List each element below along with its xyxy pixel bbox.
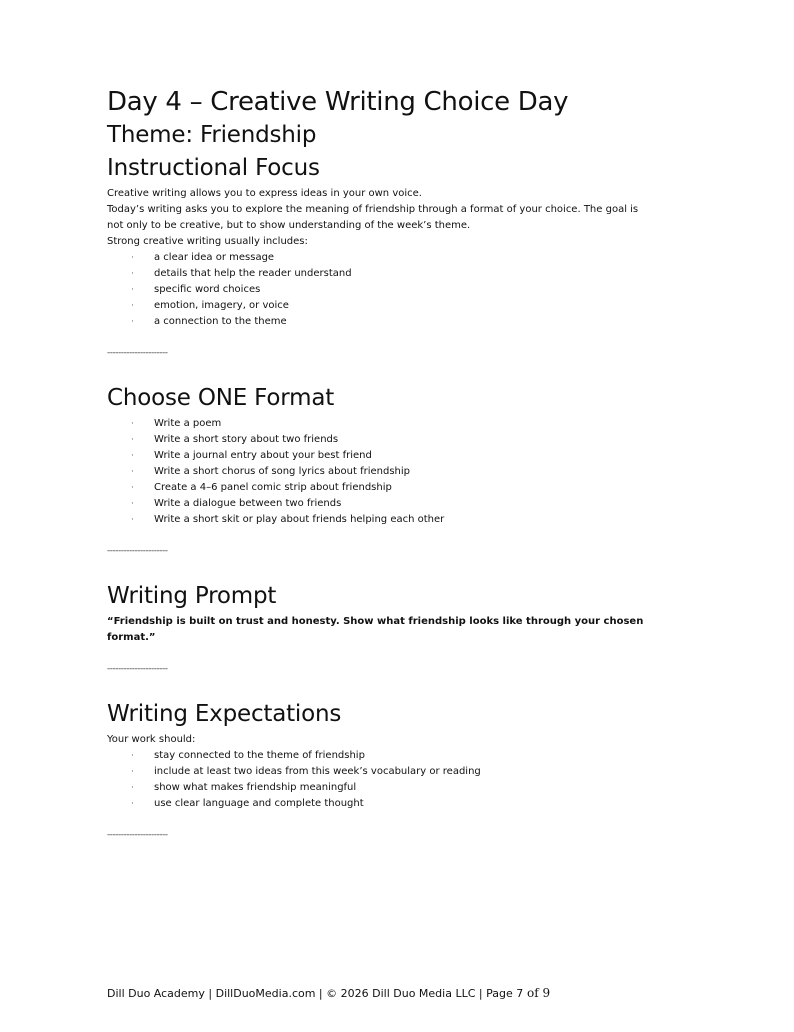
list-item: · Write a short skit or play about friends helping each other	[107, 512, 667, 528]
expectations-intro: Your work should:	[107, 734, 196, 745]
expectations-heading: Writing Expectations	[107, 701, 342, 727]
bullet-icon: ·	[131, 515, 134, 525]
expectations-list	[107, 748, 667, 812]
bullet-icon: ·	[131, 269, 134, 279]
focus-paragraph-1: Creative writing allows you to express ideas in your own voice.	[107, 188, 422, 199]
document-page	[107, 84, 667, 842]
bullet-icon: ·	[131, 435, 134, 445]
bullet-icon: ·	[131, 253, 134, 263]
bullet-icon: ·	[131, 317, 134, 327]
list-item: · specific word choices	[107, 282, 667, 298]
page-footer	[107, 985, 550, 1002]
list-item: · a clear idea or message	[107, 250, 667, 266]
instructional-focus-heading: Instructional Focus	[107, 155, 320, 181]
prompt-heading: Writing Prompt	[107, 583, 277, 609]
bullet-icon: ·	[131, 285, 134, 295]
page-title: Day 4 – Creative Writing Choice Day	[107, 87, 569, 117]
bullet-icon: ·	[131, 799, 134, 809]
footer-text: Dill Duo Academy | DillDuoMedia.com | © 2026 Dill Duo Media LLC | Page 7	[107, 987, 524, 1000]
focus-paragraph-2-line-2: not only to be creative, but to show understanding of the week’s theme.	[107, 220, 471, 231]
list-item: · show what makes friendship meaningful	[107, 780, 667, 796]
list-item: · use clear language and complete thought	[107, 796, 667, 812]
theme-heading: Theme: Friendship	[107, 122, 317, 148]
bullet-icon: ·	[131, 419, 134, 429]
bullet-icon: ·	[131, 483, 134, 493]
list-item: · details that help the reader understand	[107, 266, 667, 282]
list-item: · include at least two ideas from this week’s vocabulary or reading	[107, 764, 667, 780]
divider: ----------------------	[107, 348, 168, 358]
divider: ----------------------	[107, 546, 168, 556]
prompt-text-line-2: format.”	[107, 632, 156, 643]
bullet-icon: ·	[131, 767, 134, 777]
list-item: · Write a short story about two friends	[107, 432, 667, 448]
bullet-icon: ·	[131, 451, 134, 461]
focus-paragraph-3: Strong creative writing usually includes:	[107, 236, 308, 247]
list-item: · Write a dialogue between two friends	[107, 496, 667, 512]
bullet-icon: ·	[131, 499, 134, 509]
footer-of: of	[523, 986, 543, 1000]
format-heading: Choose ONE Format	[107, 385, 335, 411]
bullet-icon: ·	[131, 751, 134, 761]
bullet-icon: ·	[131, 301, 134, 311]
list-item: · emotion, imagery, or voice	[107, 298, 667, 314]
focus-list	[107, 250, 667, 330]
focus-paragraph-2-line-1: Today’s writing asks you to explore the meaning of friendship through a format of your choice. The goal is	[107, 204, 639, 215]
list-item: · stay connected to the theme of friendship	[107, 748, 667, 764]
divider: ----------------------	[107, 664, 168, 674]
list-item: · Write a journal entry about your best friend	[107, 448, 667, 464]
list-item: · Write a short chorus of song lyrics about friendship	[107, 464, 667, 480]
list-item: · Create a 4–6 panel comic strip about friendship	[107, 480, 667, 496]
bullet-icon: ·	[131, 783, 134, 793]
list-item: · Write a poem	[107, 416, 667, 432]
divider: ----------------------	[107, 830, 168, 840]
prompt-text-line-1: “Friendship is built on trust and honesty. Show what friendship looks like through your chosen	[107, 616, 644, 627]
bullet-icon: ·	[131, 467, 134, 477]
footer-page-total: 9	[542, 986, 551, 1000]
list-item: · a connection to the theme	[107, 314, 667, 330]
format-list	[107, 416, 667, 528]
